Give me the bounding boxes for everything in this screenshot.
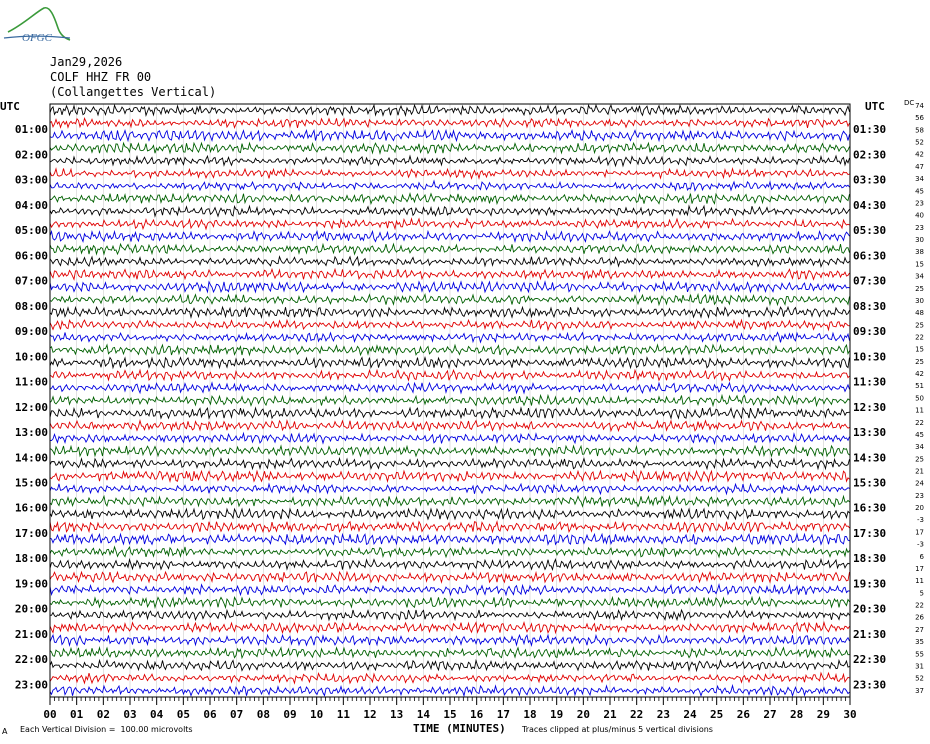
right-hour-label: 13:30 [853,426,887,440]
right-hour-label: 15:30 [853,476,887,490]
dc-offset-value: 52 [915,138,924,147]
dc-offset-value: 15 [915,345,924,354]
x-tick-label: 15 [443,708,457,721]
right-hour-label: 03:30 [853,173,887,187]
dc-offset-value: 47 [915,162,924,171]
x-tick-label: 25 [710,708,724,721]
left-hour-label: 18:00 [14,552,48,566]
x-tick-label: 08 [256,708,270,721]
dc-offset-value: 23 [915,223,924,232]
x-tick-label: 22 [630,708,644,721]
dc-offset-value: 45 [915,430,924,439]
x-tick-label: 02 [96,708,110,721]
x-tick-label: 27 [763,708,777,721]
x-tick-label: 05 [176,708,190,721]
dc-offset-value: 20 [915,504,924,513]
left-hour-label: 04:00 [14,198,48,212]
x-tick-label: 03 [123,708,137,721]
left-hour-label: 19:00 [14,577,48,591]
left-hour-label: 03:00 [14,173,48,187]
left-hour-label: 02:00 [14,148,48,162]
dc-offset-value: 23 [915,491,924,500]
dc-offset-value: 45 [915,187,924,196]
left-hour-label: 22:00 [14,653,48,667]
station-name: (Collangettes Vertical) [50,85,217,99]
dc-offset-value: 22 [915,418,924,427]
x-tick-label: 26 [736,708,750,721]
x-tick-label: 10 [310,708,324,721]
division-note: Each Vertical Division = 100.00 microvolts [20,725,193,734]
left-hour-label: 16:00 [14,501,48,515]
dc-offset-value: 34 [915,175,924,184]
right-hour-label: 16:30 [853,501,887,515]
x-tick-label: 12 [363,708,377,721]
left-hour-label: 20:00 [14,602,48,616]
logo-text: OFGC [22,32,52,44]
x-tick-label: 17 [496,708,510,721]
dc-offset-value: 55 [915,650,924,659]
y-label-left: UTC [0,100,20,113]
left-hour-label: 23:00 [14,678,48,692]
dc-offset-value: 25 [915,455,924,464]
left-hour-label: 08:00 [14,299,48,313]
dc-offset-value: 22 [915,601,924,610]
dc-offset-value: 25 [915,357,924,366]
left-hour-label: 13:00 [14,426,48,440]
right-hour-label: 06:30 [853,249,887,263]
x-tick-label: 30 [843,708,857,721]
right-hour-label: 10:30 [853,350,887,364]
x-tick-label: 16 [470,708,484,721]
x-tick-label: 01 [70,708,84,721]
dc-offset-value: 23 [915,199,924,208]
left-hour-label: 01:00 [14,123,48,137]
left-hour-label: 05:00 [14,224,48,238]
dc-offset-value: 56 [915,114,924,123]
right-hour-label: 04:30 [853,198,887,212]
clip-note: Traces clipped at plus/minus 5 vertical divisions [522,725,713,734]
dc-offset-value: 5 [919,589,924,598]
left-hour-label: 10:00 [14,350,48,364]
left-hour-label: 07:00 [14,274,48,288]
right-hour-label: 21:30 [853,627,887,641]
right-hour-label: 20:30 [853,602,887,616]
x-tick-label: 20 [576,708,590,721]
right-hour-label: 09:30 [853,325,887,339]
dc-offset-value: 38 [915,248,924,257]
y-label-right: UTC [865,100,885,113]
right-hour-label: 14:30 [853,451,887,465]
x-tick-label: 18 [523,708,537,721]
right-hour-label: 17:30 [853,526,887,540]
dc-offset-value: 42 [915,370,924,379]
dc-offset-value: 27 [915,625,924,634]
dc-offset-value: 11 [915,577,924,586]
left-hour-label: 12:00 [14,400,48,414]
right-hour-label: 18:30 [853,552,887,566]
dc-offset-value: 25 [915,284,924,293]
x-tick-label: 13 [390,708,404,721]
left-hour-label: 06:00 [14,249,48,263]
left-hour-label: 11:00 [14,375,48,389]
dc-offset-value: 48 [915,309,924,318]
right-hour-label: 07:30 [853,274,887,288]
left-hour-label: 14:00 [14,451,48,465]
dc-offset-value: -3 [917,516,924,525]
right-hour-label: 08:30 [853,299,887,313]
right-hour-label: 02:30 [853,148,887,162]
dc-offset-value: 35 [915,638,924,647]
dc-offset-value: 50 [915,394,924,403]
dc-offset-value: 17 [915,564,924,573]
left-hour-label: 15:00 [14,476,48,490]
dc-offset-value: 52 [915,674,924,683]
left-hour-label: 17:00 [14,526,48,540]
dc-offset-value: 31 [915,662,924,671]
dc-offset-value: 40 [915,211,924,220]
dc-label: DC [904,99,915,107]
dc-offset-value: 34 [915,443,924,452]
dc-offset-value: -3 [917,540,924,549]
right-hour-label: 12:30 [853,400,887,414]
x-tick-label: 21 [603,708,617,721]
right-hour-label: 11:30 [853,375,887,389]
dc-offset-value: 34 [915,272,924,281]
dc-offset-value: 24 [915,479,924,488]
dc-offset-value: 22 [915,333,924,342]
station-code: COLF HHZ FR 00 [50,70,152,84]
dc-offset-value: 25 [915,321,924,330]
dc-offset-value: 42 [915,150,924,159]
x-tick-label: 28 [790,708,804,721]
dc-offset-value: 17 [915,528,924,537]
dc-offset-value: 15 [915,260,924,269]
right-hour-label: 01:30 [853,123,887,137]
dc-offset-value: 58 [915,126,924,135]
dc-offset-value: 30 [915,236,924,245]
right-hour-label: 19:30 [853,577,887,591]
x-tick-label: 00 [43,708,57,721]
x-tick-label: 14 [416,708,430,721]
dc-offset-value: 30 [915,296,924,305]
x-tick-label: 11 [336,708,350,721]
right-hour-label: 23:30 [853,678,887,692]
dc-offset-value: 26 [915,613,924,622]
corner-mark: A [2,727,8,736]
x-tick-label: 23 [656,708,670,721]
x-tick-label: 06 [203,708,217,721]
right-hour-label: 05:30 [853,224,887,238]
x-tick-label: 04 [150,708,164,721]
dc-offset-value: 51 [915,382,924,391]
dc-offset-value: 21 [915,467,924,476]
x-axis-label: TIME (MINUTES) [413,722,506,735]
dc-offset-value: 74 [915,102,924,110]
x-tick-label: 24 [683,708,697,721]
x-tick-label: 29 [816,708,830,721]
x-tick-label: 09 [283,708,297,721]
left-hour-label: 21:00 [14,627,48,641]
dc-offset-value: 11 [915,406,924,415]
dc-offset-value: 6 [919,552,924,561]
dc-offset-value: 37 [915,686,924,695]
x-tick-label: 07 [230,708,244,721]
x-tick-label: 19 [550,708,564,721]
right-hour-label: 22:30 [853,653,887,667]
left-hour-label: 09:00 [14,325,48,339]
plot-date: Jan29,2026 [50,55,123,69]
